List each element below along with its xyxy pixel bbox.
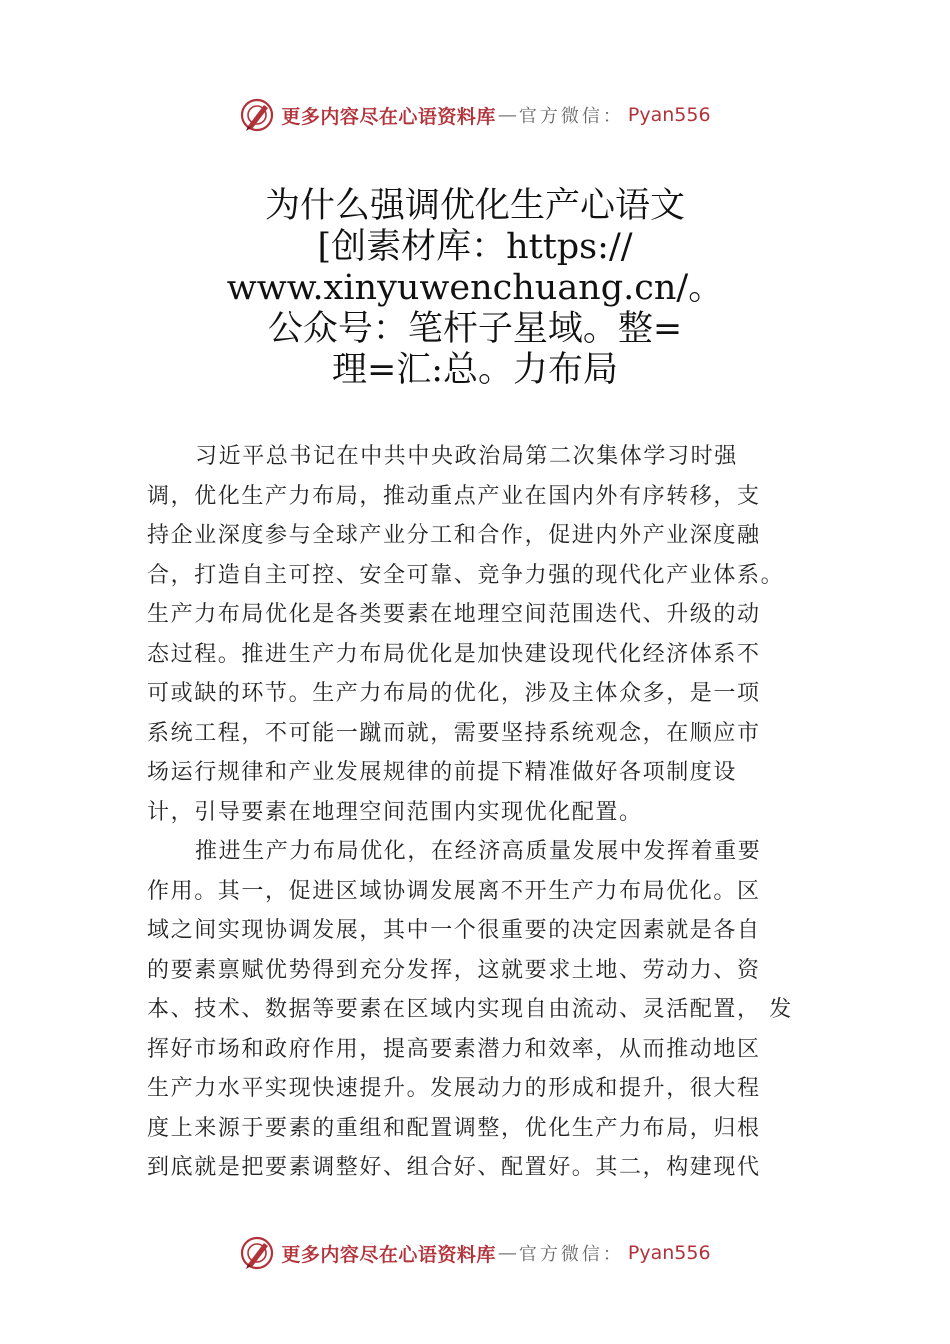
header-wechat-id: Pyan556 — [627, 104, 711, 126]
body-line: 持企业深度参与全球产业分工和合作，促进内外产业深度融 — [147, 523, 761, 548]
footer-brand-text: 更多内容尽在心语资料库 — [281, 1243, 496, 1266]
body-line: 的要素禀赋优势得到充分发挥，这就要求土地、劳动力、资 — [147, 957, 761, 983]
pen-logo-icon — [239, 1235, 275, 1271]
body-line: 本、技术、数据等要素在区域内实现自由流动、灵活配置， 发 — [147, 997, 793, 1022]
footer-separator: — — [497, 1242, 517, 1264]
header-separator: — — [497, 104, 517, 126]
body-line: 态过程。推进生产力布局优化是加快建设现代化经济体系不 — [147, 641, 761, 667]
body-line: 合，打造自主可控、安全可靠、竞争力强的现代化产业体系。 — [147, 562, 785, 588]
body-line: 域之间实现协调发展，其中一个很重要的决定因素就是各自 — [147, 918, 761, 943]
pen-logo-icon — [239, 97, 275, 133]
title-line: [创素材库：https:// — [317, 227, 633, 267]
body-line: 习近平总书记在中共中央政治局第二次集体学习时强 — [195, 444, 738, 469]
body-line: 生产力水平实现快速提升。发展动力的形成和提升，很大程 — [147, 1076, 761, 1101]
body-line: 场运行规律和产业发展规律的前提下精准做好各项制度设 — [147, 760, 738, 785]
body-line: 度上来源于要素的重组和配置调整，优化生产力布局，归根 — [147, 1115, 761, 1141]
body-line: 计，引导要素在地理空间范围内实现优化配置。 — [147, 799, 643, 825]
footer-wechat-label: 官方微信： — [518, 1244, 624, 1265]
document-title — [0, 186, 950, 391]
footer-banner — [0, 1233, 950, 1273]
header-banner — [0, 95, 950, 135]
header-brand-text: 更多内容尽在心语资料库 — [281, 105, 496, 128]
body-line: 推进生产力布局优化，在经济高质量发展中发挥着重要 — [195, 839, 762, 864]
footer-wechat-id: Pyan556 — [627, 1242, 711, 1264]
document-body — [147, 437, 823, 1188]
title-line: www.xinyuwenchuang.cn/。 — [226, 268, 724, 308]
title-line: 公众号：笔杆子星域。整= — [267, 309, 683, 349]
body-line: 生产力布局优化是各类要素在地理空间范围迭代、升级的动 — [147, 602, 761, 627]
body-line: 到底就是把要素调整好、组合好、配置好。其二，构建现代 — [147, 1155, 761, 1180]
title-line: 理=汇:总。力布局 — [331, 350, 619, 390]
body-line: 可或缺的环节。生产力布局的优化，涉及主体众多，是一项 — [147, 681, 761, 706]
header-wechat-label: 官方微信： — [518, 106, 624, 127]
body-line: 作用。其一，促进区域协调发展离不开生产力布局优化。区 — [147, 878, 761, 904]
body-line: 挥好市场和政府作用，提高要素潜力和效率，从而推动地区 — [147, 1036, 761, 1062]
body-line: 调，优化生产力布局，推动重点产业在国内外有序转移，支 — [147, 483, 761, 509]
body-line: 系统工程，不可能一蹴而就，需要坚持系统观念，在顺应市 — [147, 720, 761, 746]
title-line: 为什么强调优化生产心语文 — [264, 186, 685, 226]
